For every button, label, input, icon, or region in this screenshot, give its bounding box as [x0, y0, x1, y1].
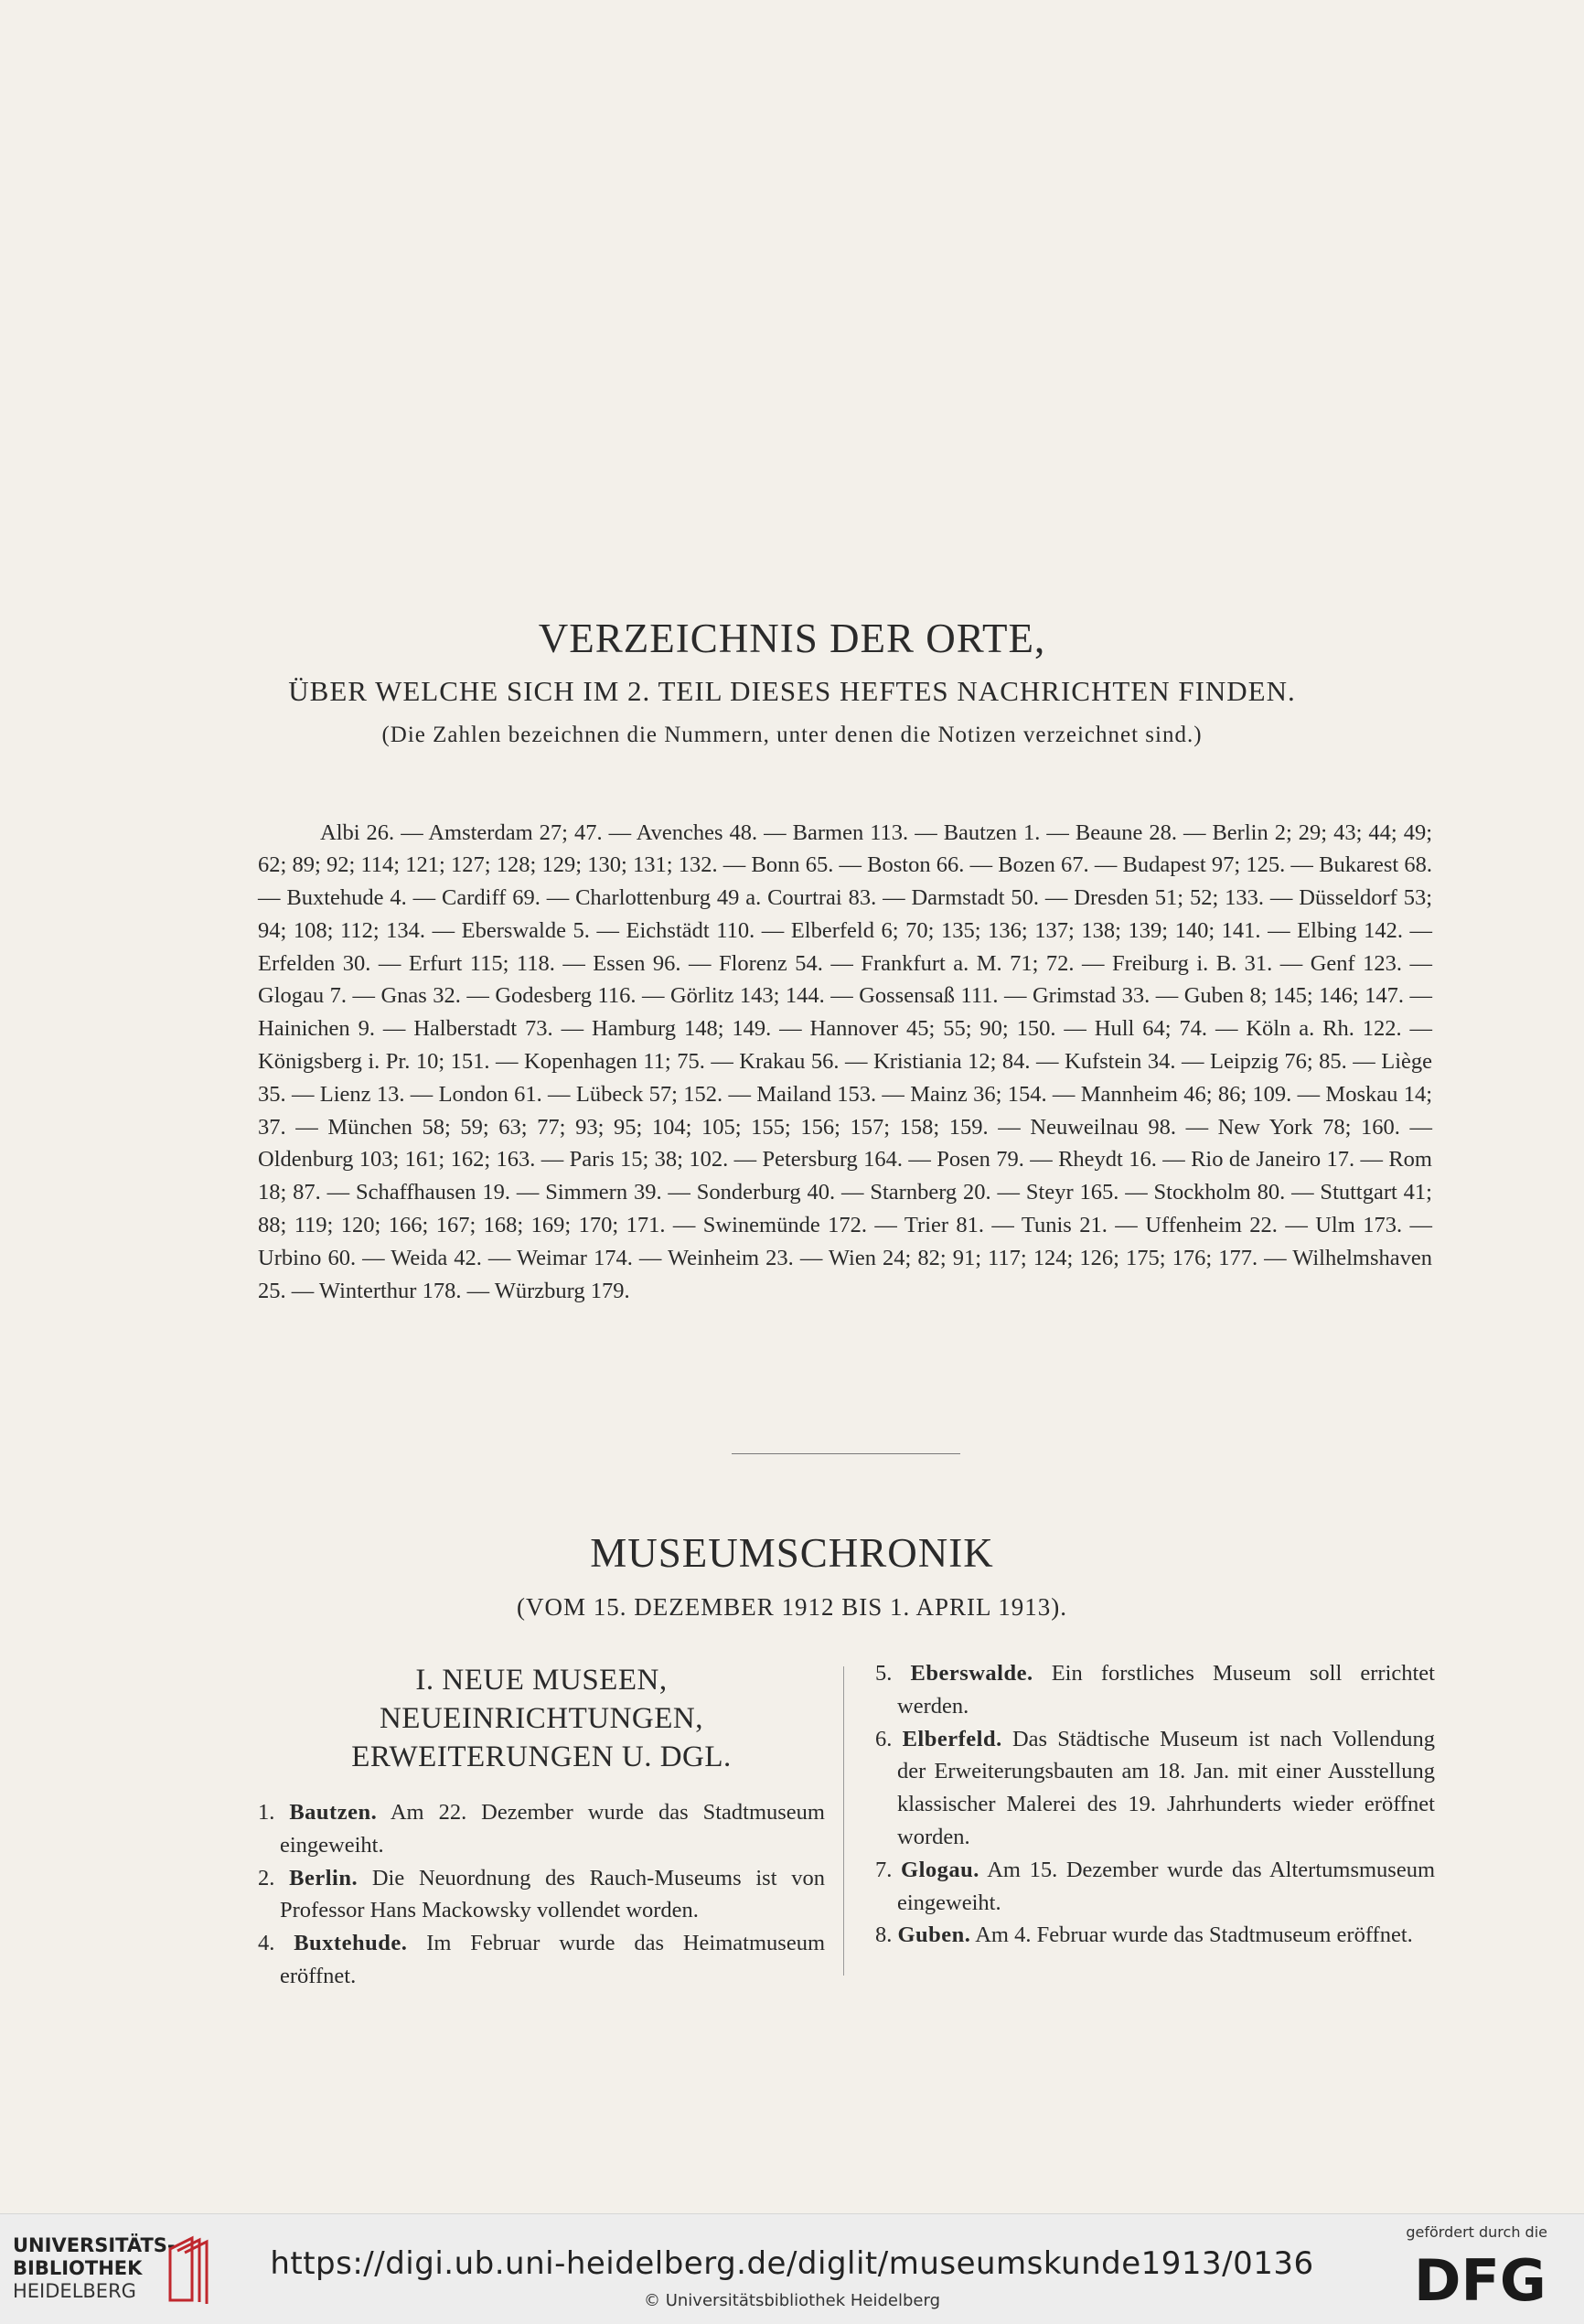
- copyright-text: © Universitätsbibliothek Heidelberg: [643, 2291, 940, 2310]
- entry-number: 4.: [258, 1931, 275, 1956]
- entry-number: 1.: [258, 1800, 275, 1825]
- chronik-title: MUSEUMSCHRONIK: [590, 1530, 994, 1576]
- chronik-entry: [875, 1919, 1435, 1952]
- entry-number: 2.: [258, 1865, 275, 1890]
- dfg-logo[interactable]: [1410, 2245, 1557, 2309]
- index-subtitle: ÜBER WELCHE SICH IM 2. TEIL DIESES HEFTES NACHRICHTEN FINDEN.: [288, 675, 1296, 707]
- entry-place: Glogau.: [901, 1857, 979, 1882]
- entry-place: Eberswalde.: [910, 1661, 1033, 1686]
- chronik-entry: [875, 1657, 1435, 1723]
- chronik-left-column: [258, 1657, 825, 1993]
- entry-text: Ein forstliches Museum soll errichtet werden.: [897, 1661, 1435, 1719]
- entry-text: Am 22. Dezember wurde das Stadtmuseum eingeweiht.: [280, 1800, 825, 1858]
- chronik-entry: [258, 1862, 825, 1928]
- entry-number: 5.: [875, 1661, 893, 1686]
- entry-number: 8.: [875, 1922, 893, 1948]
- logo-line: HEIDELBERG: [13, 2280, 136, 2302]
- entry-place: Buxtehude.: [294, 1931, 408, 1956]
- column-divider: [843, 1666, 844, 1976]
- chronik-entry: [875, 1723, 1435, 1854]
- logo-line: UNIVERSITÄTS-: [13, 2234, 176, 2256]
- entry-text: Die Neuordnung des Rauch-Museums ist von Professor Hans Mackowsky vollendet worden.: [280, 1865, 826, 1923]
- entry-text: Am 4. Februar wurde das Stadtmuseum eröffnet.: [975, 1922, 1413, 1948]
- entry-place: Berlin.: [289, 1865, 359, 1890]
- chronik-right-column: [875, 1657, 1435, 1952]
- index-title: VERZEICHNIS DER ORTE,: [538, 616, 1046, 661]
- chronik-entry: [258, 1927, 825, 1993]
- viewer-footer: [0, 2213, 1584, 2324]
- funding-label: gefördert durch die: [1406, 2223, 1547, 2241]
- logo-line: BIBLIOTHEK: [13, 2257, 143, 2279]
- permalink-url[interactable]: https://digi.ub.uni-heidelberg.de/diglit/museumskunde1913/0136: [270, 2245, 1314, 2282]
- chronik-subtitle: (VOM 15. DEZEMBER 1912 BIS 1. APRIL 1913).: [516, 1593, 1067, 1621]
- dfg-logo-text: DFG: [1414, 2247, 1547, 2309]
- entry-place: Bautzen.: [289, 1800, 378, 1825]
- entry-number: 6.: [875, 1726, 893, 1751]
- place-index-text: Albi 26. — Amsterdam 27; 47. — Avenches 48. — Barmen 113. — Bautzen 1. — Beaune 28. — Berlin 2; 29; 43; 44; 49; 62; 89; 92; 114; 121; 127; 128; 129; 130; 131; 132. — Bonn 65. — Boston 66. — Bozen 67. — Budapest 97; 125. — Bukarest 68. — Buxtehude 4. — Cardiff 69. — Charlottenburg 49 a. Courtrai 83. — Darmstadt 50. — Dresden 51; 52; 133. — Düsseldorf 53; 94; 108; 112; 134. — Eberswalde 5. — Eichstädt 110. — Elberfeld 6; 70; 135; 136; 137; 138; 139; 140; 141. — Elbing 142. — Erfelden 30. — Erfurt 115; 118. — Essen 96. — Florenz 54. — Frankfurt a. M. 71; 72. — Freiburg i. B. 31. — Genf 123. — Glogau 7. — Gnas 32. — Godesberg 116. — Görlitz 143; 144. — Gossensaß 111. — Grimstad 33. — Guben 8; 145; 146; 147. — Hainichen 9. — Halberstadt 73. — Hamburg 148; 149. — Hannover 45; 55; 90; 150. — Hull 64; 74. — Köln a. Rh. 122. — Königsberg i. Pr. 10; 151. — Kopenhagen 11; 75. — Krakau 56. — Kristiania 12; 84. — Kufstein 34. — Leipzig 76; 85. — Liège 35. — Lienz 13. — London 61. — Lübeck 57; 152. — Mailand 153. — Mainz 36; 154. — Mannheim 46; 86; 109. — Moskau 14; 37. — München 58; 59; 63; 77; 93; 95; 104; 105; 155; 156; 157; 158; 159. — Neuweilnau 98. — New York 78; 160. — Oldenburg 103; 161; 162; 163. — Paris 15; 38; 102. — Petersburg 164. — Posen 79. — Rheydt 16. — Rio de Janeiro 17. — Rom 18; 87. — Schaffhausen 19. — Simmern 39. — Sonderburg 40. — Starnberg 20. — Steyr 165. — Stockholm 80. — Stuttgart 41; 88; 119; 120; 166; 167; 168; 169; 170; 171. — Swinemünde 172. — Trier 81. — Tunis 21. — Uffenheim 22. — Ulm 173. — Urbino 60. — Weida 42. — Weimar 174. — Weinheim 23. — Wien 24; 82; 91; 117; 124; 126; 175; 176; 177. — Wilhelmshaven 25. — Winterthur 178. — Würzburg 179.: [258, 819, 1432, 1303]
- entry-number: 7.: [875, 1857, 893, 1882]
- index-note: (Die Zahlen bezeichnen die Nummern, unter denen die Notizen verzeichnet sind.): [381, 723, 1203, 747]
- chronik-entry: [258, 1796, 825, 1862]
- entry-text: Am 15. Dezember wurde das Altertumsmuseum eingeweiht.: [897, 1857, 1436, 1915]
- entry-text: Im Februar wurde das Heimatmuseum eröffnet.: [280, 1931, 825, 1988]
- entry-text: Das Städtische Museum ist nach Vollendung der Erweiterungsbauten am 18. Jan. mit einer Ausstellung klassischer Malerei des 19. Jahrhunderts wieder eröffnet worden.: [897, 1726, 1436, 1849]
- entry-place: Elberfeld.: [902, 1726, 1002, 1751]
- chronik-entry: [875, 1854, 1435, 1920]
- section-divider: [732, 1453, 960, 1454]
- section-heading: I. NEUE MUSEEN, NEUEINRICHTUNGEN, ERWEITERUNGEN U. DGL.: [351, 1664, 732, 1773]
- entry-place: Guben.: [897, 1922, 971, 1948]
